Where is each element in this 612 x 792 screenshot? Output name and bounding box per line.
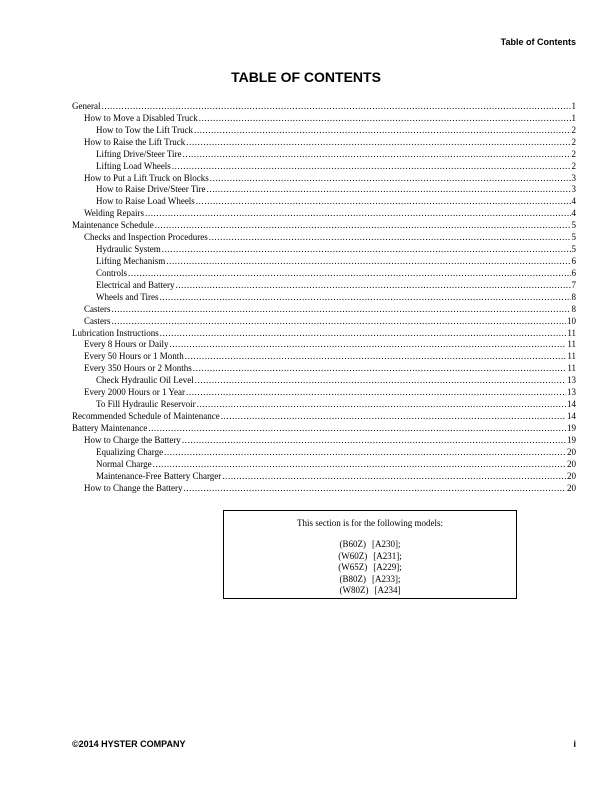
toc-leader-dots [112,316,567,326]
toc-entry-page: 5 [571,232,576,243]
toc-entry[interactable] [72,483,576,495]
model-line [224,539,516,551]
toc-leader-dots [209,232,571,242]
toc-leader-dots [186,137,570,147]
toc-entry-page: 20 [567,446,576,457]
toc-entry[interactable] [72,423,576,435]
toc-entry[interactable] [72,256,576,268]
toc-entry-page: 11 [567,327,576,338]
toc-entry-title: How to Move a Disabled Truck [84,112,198,123]
toc-entry[interactable] [72,196,576,208]
toc-entry[interactable] [72,399,576,411]
toc-leader-dots [160,292,571,302]
toc-entry-title: Every 8 Hours or Daily [84,339,169,350]
toc-entry-page: 19 [567,434,576,445]
model-line [224,551,516,563]
model-code: [A229]; [373,562,402,572]
toc-entry[interactable] [72,304,576,316]
toc-entry-title: How to Charge the Battery [84,434,181,445]
toc-leader-dots [164,447,566,457]
toc-entry-page: 3 [571,184,576,195]
toc-entry-page: 14 [567,410,576,421]
toc-entry-title: Lifting Mechanism [96,255,166,266]
toc-entry[interactable] [72,244,576,256]
toc-entry[interactable] [72,184,576,196]
models-intro: This section is for the following models: [297,518,443,528]
toc-entry-page: 13 [567,387,576,398]
toc-entry-title: Electrical and Battery [96,279,175,290]
model-name: (B80Z) [339,573,366,584]
toc-entry-title: Lubrication Instructions [72,327,159,338]
toc-leader-dots [160,328,567,338]
model-name: (W60Z) [338,550,368,561]
toc-entry[interactable] [72,339,576,351]
toc-entry-page: 8 [571,303,576,314]
model-code: [A233]; [372,573,401,584]
model-name: (B60Z) [339,539,366,549]
toc-entry-title: Casters [84,303,111,314]
toc-leader-dots [166,256,570,266]
toc-entry-page: 5 [571,244,576,255]
toc-entry[interactable] [72,113,576,125]
toc-entry-page: 20 [567,458,576,469]
toc-entry[interactable] [72,411,576,423]
toc-entry-title: Lifting Load Wheels [96,160,171,171]
toc-leader-dots [186,387,566,397]
toc-leader-dots [196,196,571,206]
toc-leader-dots [183,483,566,493]
toc-entry-page: 2 [571,148,576,159]
toc-entry-title: Check Hydraulic Oil Level [96,375,194,386]
toc-leader-dots [155,220,571,230]
toc-entry[interactable] [72,220,576,232]
model-name: (W80Z) [339,585,369,595]
toc-entry-page: 1 [571,101,576,111]
toc-leader-dots [195,375,566,385]
toc-entry-page: 2 [571,160,576,171]
toc-entry-page: 14 [567,399,576,410]
models-notice-box [223,510,517,599]
toc-entry-page: 13 [567,375,576,386]
toc-entry-title: Recommended Schedule of Maintenance [72,410,220,421]
toc-entry-page: 4 [571,208,576,219]
toc-leader-dots [101,101,570,111]
toc-entry[interactable] [72,316,576,328]
toc-entry-page: 6 [571,267,576,278]
toc-leader-dots [194,125,571,135]
toc-leader-dots [221,411,566,421]
toc-entry-page: 2 [571,124,576,135]
toc-entry-title: General [72,101,101,111]
toc-entry-page: 5 [571,220,576,231]
toc-leader-dots [182,435,566,445]
toc-entry-title: Every 50 Hours or 1 Month [84,351,184,362]
footer-copyright: ©2014 HYSTER COMPANY [72,739,186,749]
toc-entry-title: To Fill Hydraulic Reservoir [96,399,196,410]
models-list [224,539,516,597]
toc-entry-page: 20 [567,482,576,493]
toc-leader-dots [128,268,570,278]
toc-leader-dots [207,184,571,194]
toc-leader-dots [153,459,566,469]
toc-entry[interactable] [72,173,576,185]
table-of-contents [72,101,576,494]
toc-entry-title: Battery Maintenance [72,422,148,433]
toc-leader-dots [172,161,571,171]
toc-entry[interactable] [72,351,576,363]
toc-entry[interactable] [72,268,576,280]
page-title: TABLE OF CONTENTS [231,69,381,85]
toc-entry-title: Every 350 Hours or 2 Months [84,363,192,374]
toc-entry-title: Maintenance-Free Battery Charger [96,470,222,481]
toc-entry-title: How to Tow the Lift Truck [96,124,193,135]
toc-entry-title: Lifting Drive/Steer Tire [96,148,182,159]
toc-leader-dots [183,149,571,159]
toc-leader-dots [185,351,567,361]
toc-entry-page: 4 [571,196,576,207]
toc-entry[interactable] [72,137,576,149]
toc-entry-page: 20 [567,470,576,481]
toc-entry[interactable] [72,471,576,483]
toc-entry[interactable] [72,363,576,375]
toc-entry-title: Checks and Inspection Procedures [84,232,208,243]
toc-entry[interactable] [72,149,576,161]
toc-entry-title: How to Raise Drive/Steer Tire [96,184,206,195]
toc-entry-title: How to Raise Load Wheels [96,196,195,207]
toc-entry[interactable] [72,232,576,244]
toc-leader-dots [112,304,571,314]
toc-entry-page: 11 [567,363,576,374]
toc-entry-title: Equalizing Charge [96,446,164,457]
toc-entry-title: Maintenance Schedule [72,220,154,231]
toc-entry-page: 1 [571,112,576,123]
toc-entry[interactable] [72,447,576,459]
toc-entry-page: 19 [567,422,576,433]
model-line [224,585,516,597]
toc-entry-page: 8 [571,291,576,302]
toc-leader-dots [169,339,566,349]
toc-entry-title: Wheels and Tires [96,291,159,302]
toc-leader-dots [210,173,571,183]
toc-leader-dots [148,423,566,433]
toc-leader-dots [193,363,567,373]
toc-entry[interactable] [72,208,576,220]
toc-leader-dots [197,399,566,409]
toc-entry-title: How to Change the Battery [84,482,183,493]
toc-entry[interactable] [72,280,576,292]
toc-leader-dots [222,471,566,481]
toc-leader-dots [145,208,570,218]
toc-entry-title: Every 2000 Hours or 1 Year [84,387,185,398]
toc-entry-page: 6 [571,255,576,266]
toc-leader-dots [175,280,570,290]
toc-entry-title: Hydraulic System [96,244,161,255]
toc-entry[interactable] [72,161,576,173]
running-head: Table of Contents [500,37,576,47]
toc-entry-title: Controls [96,267,128,278]
toc-entry[interactable] [72,459,576,471]
toc-entry[interactable] [72,435,576,447]
toc-entry-title: Normal Charge [96,458,152,469]
footer-page-number: i [573,739,576,749]
model-line [224,574,516,586]
toc-entry-page: 7 [571,279,576,290]
toc-entry-page: 11 [567,351,576,362]
model-line [224,562,516,574]
toc-leader-dots [162,244,571,254]
model-code: [A230]; [372,539,401,549]
toc-entry-page: 2 [571,136,576,147]
toc-entry-page: 3 [571,172,576,183]
toc-entry[interactable] [72,292,576,304]
toc-entry-page: 11 [567,339,576,350]
toc-leader-dots [199,113,571,123]
toc-entry[interactable] [72,328,576,340]
toc-entry[interactable] [72,387,576,399]
toc-entry[interactable] [72,101,576,113]
toc-entry[interactable] [72,125,576,137]
model-code: [A231]; [373,550,402,561]
toc-entry-title: How to Raise the Lift Truck [84,136,186,147]
toc-entry-title: Welding Repairs [84,208,145,219]
toc-entry[interactable] [72,375,576,387]
model-code: [A234] [374,585,401,595]
model-name: (W65Z) [338,562,368,572]
toc-entry-page: 10 [567,315,576,326]
toc-entry-title: How to Put a Lift Truck on Blocks [84,172,209,183]
toc-entry-title: Casters [84,315,111,326]
